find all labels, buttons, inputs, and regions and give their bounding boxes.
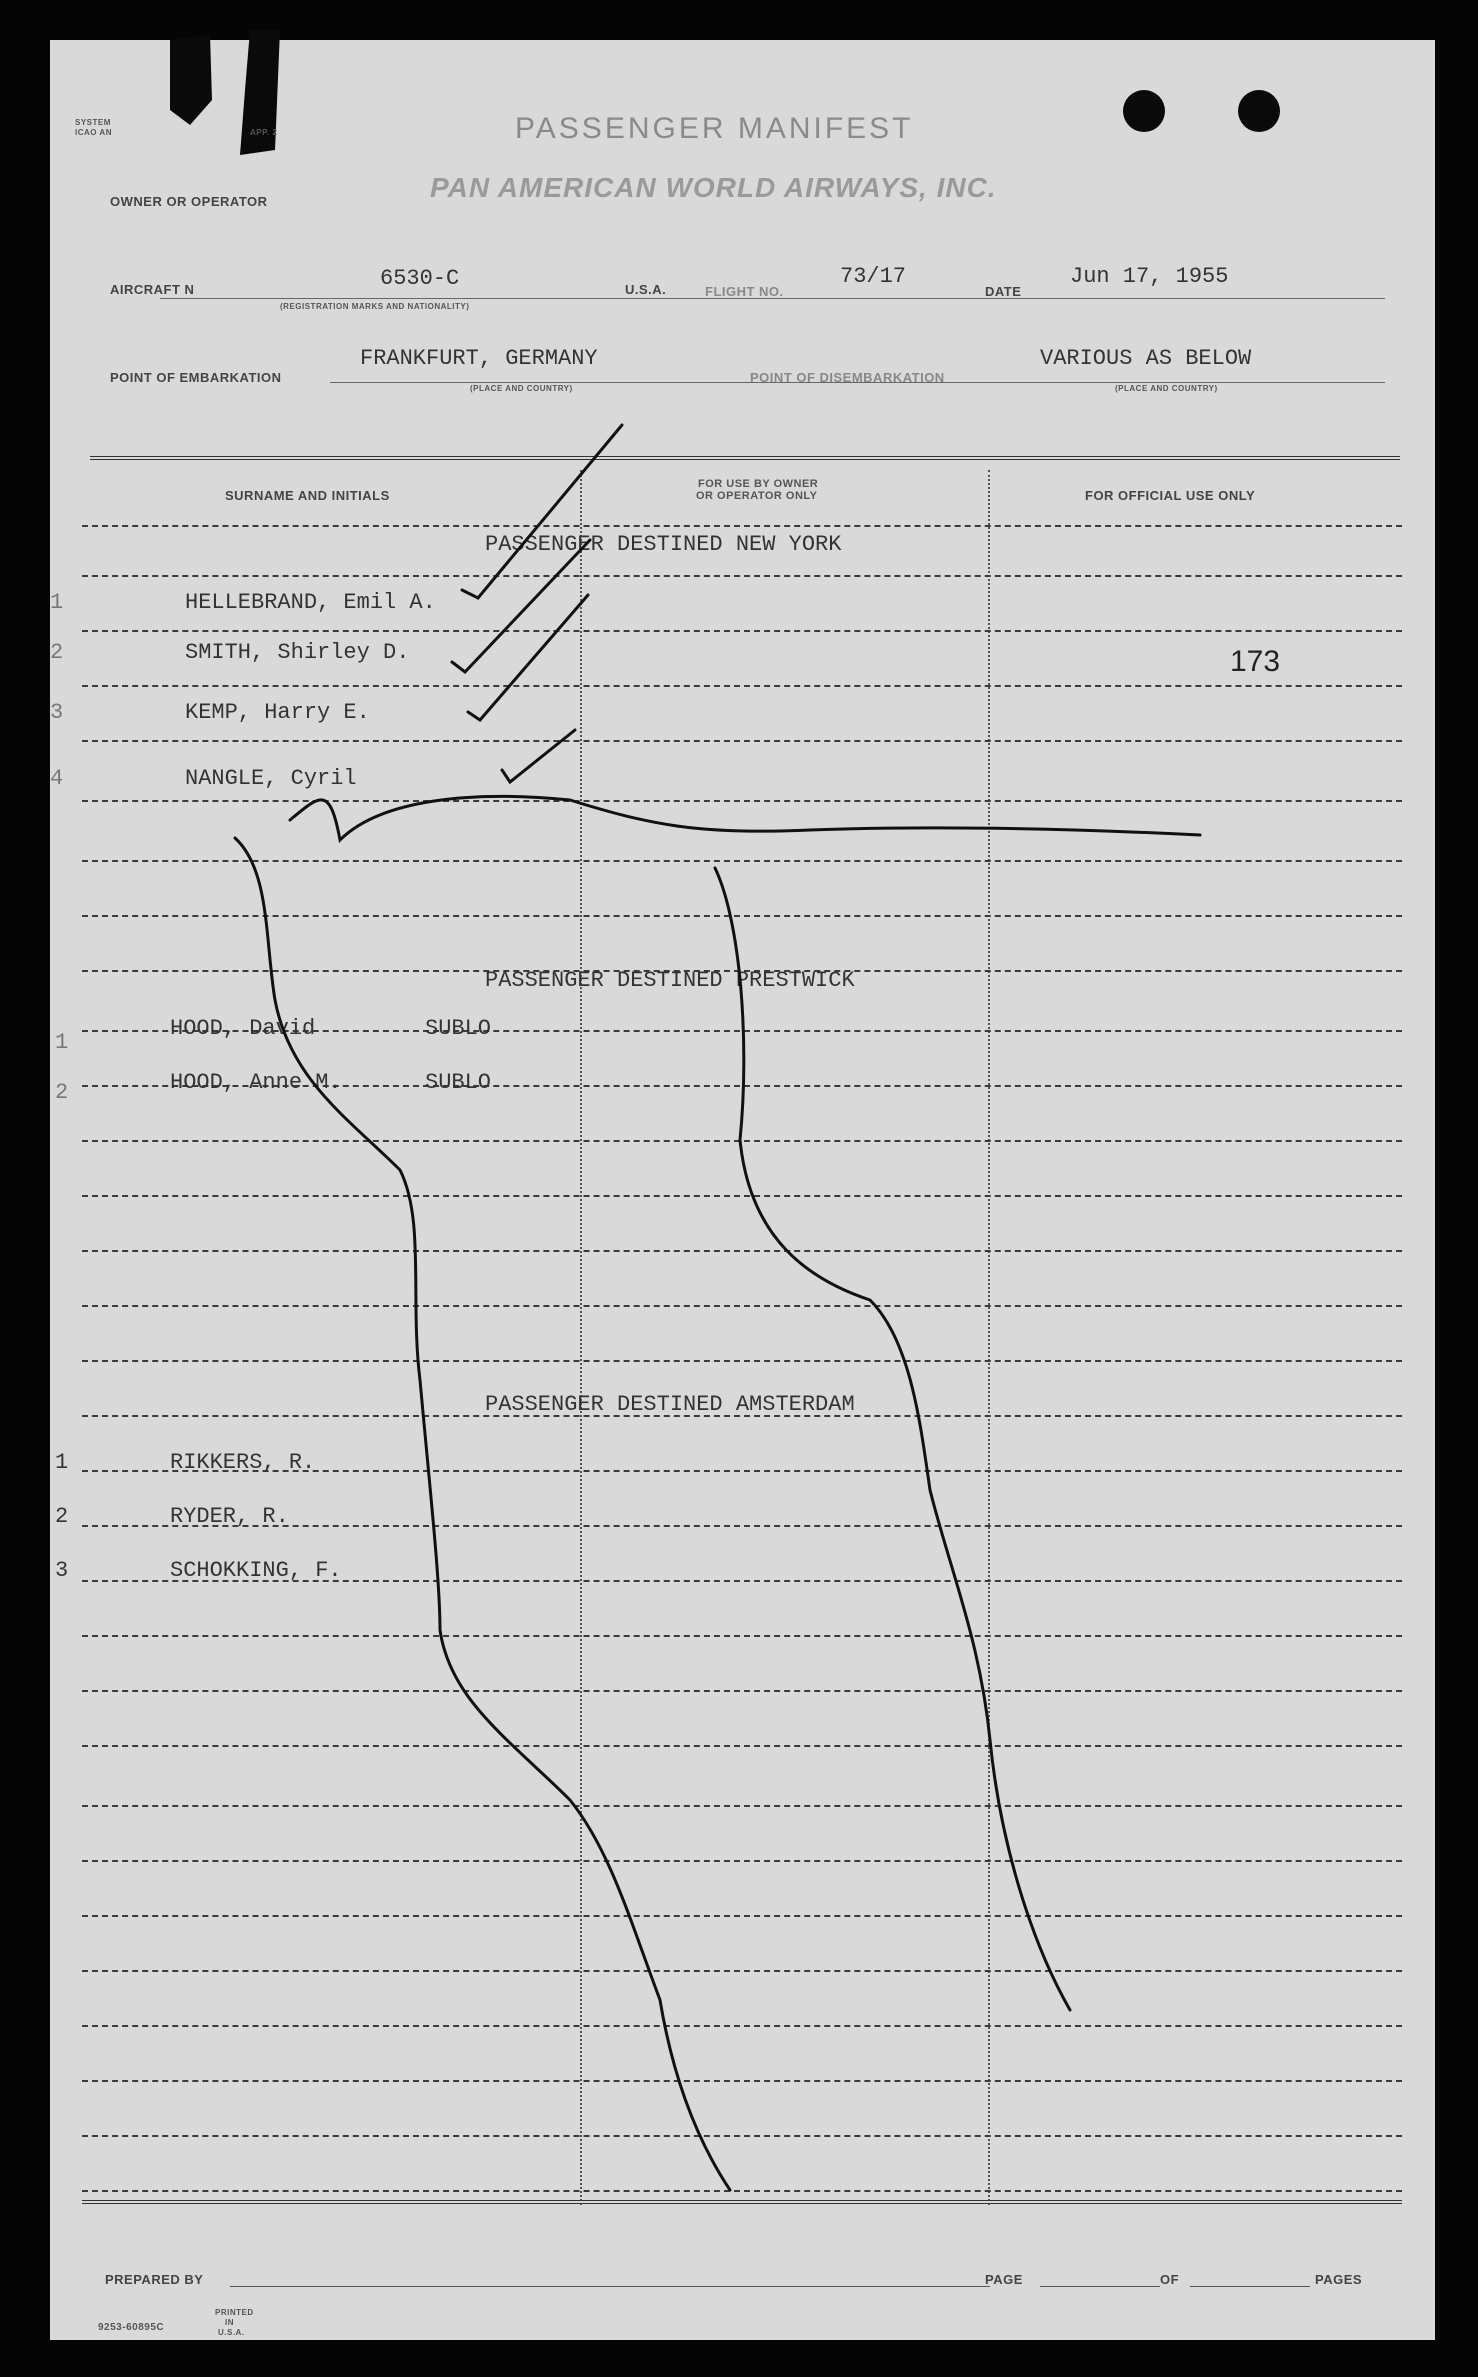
page-underline: [1040, 2286, 1160, 2287]
col-owner-use-1: FOR USE BY OWNER: [698, 478, 819, 490]
aircraft-caption: (REGISTRATION MARKS AND NATIONALITY): [280, 302, 470, 311]
embark-label: POINT OF EMBARKATION: [110, 370, 282, 385]
of-underline: [1190, 2286, 1310, 2287]
form-ref-2: ICAO AN: [75, 128, 112, 137]
passenger-name: HOOD, David: [170, 1016, 316, 1041]
passenger-name: RIKKERS, R.: [170, 1450, 316, 1475]
passenger-note: SUBLO: [425, 1016, 492, 1041]
printed-3: U.S.A.: [218, 2328, 245, 2337]
passenger-num: 4: [50, 766, 64, 791]
disembark-caption: (PLACE AND COUNTRY): [1115, 384, 1218, 393]
official-number: 173: [1230, 645, 1281, 678]
date-value: Jun 17, 1955: [1070, 264, 1229, 289]
prepared-by-label: PREPARED BY: [105, 2272, 204, 2287]
group-heading-new-york: PASSENGER DESTINED NEW YORK: [485, 532, 842, 557]
date-label: DATE: [985, 284, 1022, 299]
passenger-num: 1: [55, 1030, 69, 1055]
passenger-num: 2: [50, 640, 64, 665]
passenger-num: 1: [55, 1450, 69, 1475]
form-ref-3: APP. 2: [250, 128, 278, 137]
passenger-num: 3: [55, 1558, 69, 1583]
passenger-num: 1: [50, 590, 64, 615]
owner-label: OWNER OR OPERATOR: [110, 194, 268, 209]
disembark-value: VARIOUS AS BELOW: [1040, 346, 1252, 371]
passenger-name: KEMP, Harry E.: [185, 700, 370, 725]
passenger-name: SCHOKKING, F.: [170, 1558, 342, 1583]
flight-label: FLIGHT NO.: [705, 284, 784, 299]
prepared-by-underline: [230, 2286, 990, 2287]
manifest-title: PASSENGER MANIFEST: [515, 112, 914, 145]
printed-2: IN: [225, 2318, 234, 2327]
disembark-label: POINT OF DISEMBARKATION: [750, 370, 945, 385]
aircraft-label: AIRCRAFT N: [110, 282, 195, 297]
form-ref-1: SYSTEM: [75, 118, 111, 127]
passenger-num: 2: [55, 1080, 69, 1105]
col-owner-use-2: OR OPERATOR ONLY: [696, 490, 818, 502]
col-surname: SURNAME AND INITIALS: [225, 488, 390, 503]
usa-label: U.S.A.: [625, 282, 667, 297]
passenger-name: RYDER, R.: [170, 1504, 289, 1529]
manifest-sheet: [50, 40, 1435, 2340]
handwritten-marks: [50, 40, 1435, 2340]
carrier-name: PAN AMERICAN WORLD AIRWAYS, INC.: [430, 172, 997, 203]
aircraft-value: 6530-C: [380, 266, 460, 291]
pages-label: PAGES: [1315, 2272, 1363, 2287]
form-number: 9253-60895C: [98, 2322, 165, 2333]
passenger-name: HOOD, Anne M.: [170, 1070, 342, 1095]
passenger-note: SUBLO: [425, 1070, 492, 1095]
page-label: PAGE: [985, 2272, 1023, 2287]
of-label: OF: [1160, 2272, 1180, 2287]
group-heading-amsterdam: PASSENGER DESTINED AMSTERDAM: [485, 1392, 855, 1417]
embark-caption: (PLACE AND COUNTRY): [470, 384, 573, 393]
col-official: FOR OFFICIAL USE ONLY: [1085, 488, 1256, 503]
passenger-name: SMITH, Shirley D.: [185, 640, 410, 665]
passenger-name: NANGLE, Cyril: [185, 766, 357, 791]
printed-1: PRINTED: [215, 2308, 254, 2317]
passenger-num: 2: [55, 1504, 69, 1529]
flight-value: 73/17: [840, 264, 907, 289]
passenger-num: 3: [50, 700, 64, 725]
group-heading-prestwick: PASSENGER DESTINED PRESTWICK: [485, 968, 855, 993]
passenger-name: HELLEBRAND, Emil A.: [185, 590, 436, 615]
embark-value: FRANKFURT, GERMANY: [360, 346, 598, 371]
